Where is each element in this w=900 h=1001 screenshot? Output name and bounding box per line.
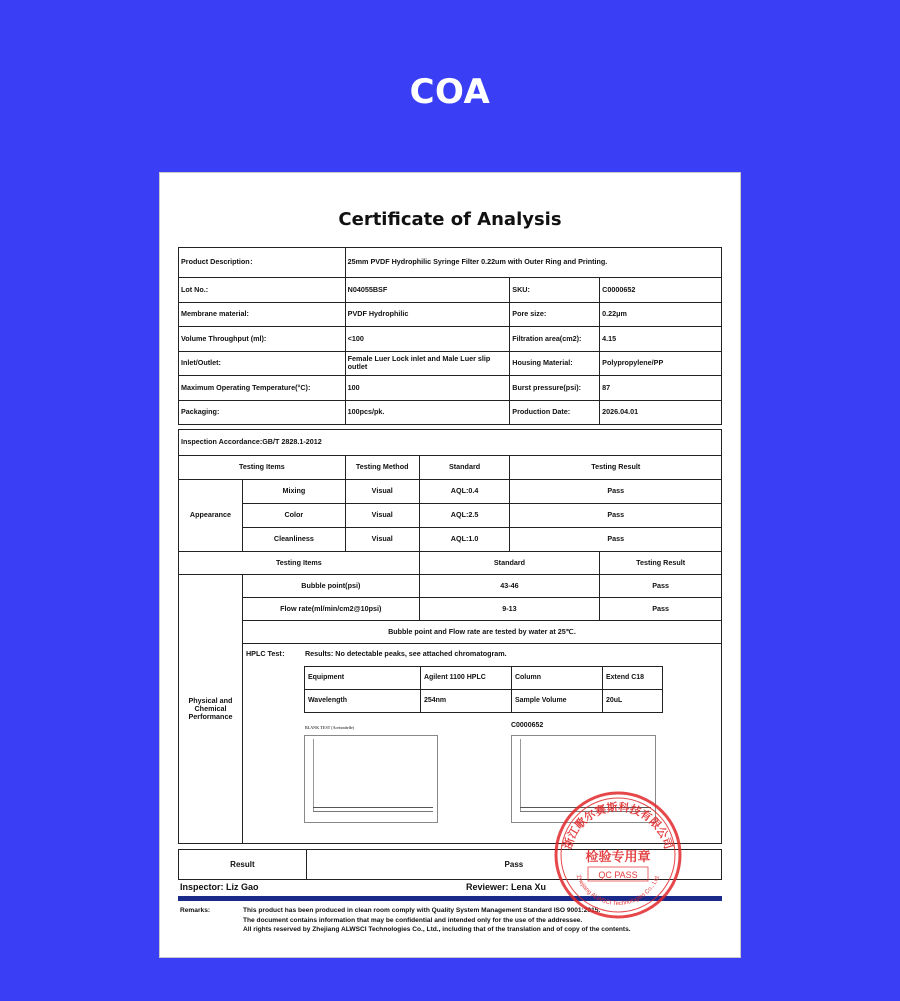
info-label: Production Date: <box>510 400 600 425</box>
info-label: Maximum Operating Temperature(°C): <box>179 376 346 401</box>
water-test-note: Bubble point and Flow rate are tested by water at 25℃. <box>242 621 721 644</box>
test-standard: AQL:1.0 <box>419 528 510 552</box>
stamp-qc-pass: QC PASS <box>598 870 638 880</box>
info-label: Burst pressure(psi): <box>510 376 600 401</box>
hplc-result: Results: No detectable peaks, see attached chromatogram. <box>304 649 507 658</box>
result-value: Pass <box>306 850 721 880</box>
physical-group-label: Physical and Chemical Performance <box>179 575 243 844</box>
inspection-accordance: Inspection Accordance:GB/T 2828.1-2012 <box>179 430 722 456</box>
hplc-conditions-table <box>304 666 663 713</box>
product-description-value: 25mm PVDF Hydrophilic Syringe Filter 0.22um with Outer Ring and Printing. <box>345 248 721 278</box>
info-label: Filtration area(cm2): <box>510 327 600 352</box>
header-standard: Standard <box>419 456 510 480</box>
test-result: Pass <box>510 528 722 552</box>
info-value: Female Luer Lock inlet and Male Luer slip outlet <box>345 351 510 376</box>
column-label: Column <box>511 667 602 690</box>
info-value: 4.15 <box>600 327 722 352</box>
info-value: Polypropylene/PP <box>600 351 722 376</box>
product-description-label: Product Description： <box>179 248 346 278</box>
test-item: Mixing <box>242 480 345 504</box>
info-label: Volume Throughput (ml): <box>179 327 346 352</box>
column-value: Extend C18 <box>602 667 662 690</box>
appearance-group-label: Appearance <box>179 480 243 552</box>
test-result: Pass <box>510 480 722 504</box>
remarks-line: All rights reserved by Zhejiang ALWSCI Technologies Co., Ltd., including that of the translation and of copy of the contents. <box>243 926 631 934</box>
sample-volume-value: 20uL <box>602 690 662 713</box>
info-value: 100 <box>345 376 510 401</box>
info-label: SKU: <box>510 278 600 303</box>
info-value: PVDF Hydrophilic <box>345 302 510 327</box>
info-label: Packaging: <box>179 400 346 425</box>
reviewer-signature: Reviewer: Lena Xu <box>466 882 547 892</box>
wavelength-label: Wavelength <box>304 690 420 713</box>
test-item: Flow rate(ml/min/cm2@10psi) <box>242 598 419 621</box>
info-value: <100 <box>345 327 510 352</box>
inspection-accordance-table <box>178 429 722 456</box>
remarks-label: Remarks: <box>180 907 211 914</box>
stamp-company-name: 浙江歌尔赛斯科技有限公司 <box>561 800 675 851</box>
test-standard: 9-13 <box>419 598 600 621</box>
equipment-label: Equipment <box>304 667 420 690</box>
equipment-value: Agilent 1100 HPLC <box>420 667 511 690</box>
blank-chromatogram-caption: BLANK TEST (Acetonitrile) <box>304 725 355 730</box>
test-result: Pass <box>510 504 722 528</box>
stamp-company-english: Zhejiang ALWSCI Technologies Co., Ltd. <box>574 874 662 908</box>
info-value: C0000652 <box>600 278 722 303</box>
test-method: Visual <box>345 480 419 504</box>
wavelength-value: 254nm <box>420 690 511 713</box>
stamp-center-text: 检验专用章 <box>585 850 651 865</box>
info-label: Pore size: <box>510 302 600 327</box>
hplc-label: HPLC Test： <box>245 649 289 658</box>
chromatogram-x-axis <box>313 811 433 812</box>
test-item: Cleanliness <box>242 528 345 552</box>
header-testing-items: Testing Items <box>179 456 346 480</box>
test-method: Visual <box>345 528 419 552</box>
chromatogram-y-axis <box>520 739 521 812</box>
info-value: 2026.04.01 <box>600 400 722 425</box>
remarks-line: The document contains information that may be confidential and intended only for the use of the addressee. <box>243 916 583 924</box>
info-label: Inlet/Outlet: <box>179 351 346 376</box>
header-standard: Standard <box>419 552 600 575</box>
header-testing-method: Testing Method <box>345 456 419 480</box>
info-label: Housing Material: <box>510 351 600 376</box>
info-label: Lot No.: <box>179 278 346 303</box>
qc-pass-stamp <box>552 789 684 921</box>
chromatogram-y-axis <box>313 739 314 812</box>
product-info-table <box>178 247 722 425</box>
sample-volume-label: Sample Volume <box>511 690 602 713</box>
page-heading: COA <box>409 72 491 112</box>
test-method: Visual <box>345 504 419 528</box>
sample-chromatogram-caption: C0000652 <box>510 722 544 729</box>
test-item: Color <box>242 504 345 528</box>
coa-document <box>159 172 741 958</box>
test-standard: 43-46 <box>419 575 600 598</box>
header-testing-items: Testing Items <box>179 552 420 575</box>
header-testing-result: Testing Result <box>510 456 722 480</box>
test-result: Pass <box>600 575 722 598</box>
appearance-test-table <box>178 455 722 552</box>
test-result: Pass <box>600 598 722 621</box>
remarks-line: This product has been produced in clean room comply with Quality System Management Standard ISO 9001:2015. <box>243 907 601 914</box>
info-label: Membrane material: <box>179 302 346 327</box>
test-standard: AQL:2.5 <box>419 504 510 528</box>
blank-chromatogram <box>304 735 438 823</box>
info-value: 100pcs/pk. <box>345 400 510 425</box>
chromatogram-baseline <box>313 807 433 808</box>
test-standard: AQL:0.4 <box>419 480 510 504</box>
info-value: 87 <box>600 376 722 401</box>
result-label: Result <box>179 850 307 880</box>
info-value: 0.22μm <box>600 302 722 327</box>
test-item: Bubble point(psi) <box>242 575 419 598</box>
info-value: N04055BSF <box>345 278 510 303</box>
document-title: Certificate of Analysis <box>338 209 562 230</box>
inspector-signature: Inspector: Liz Gao <box>180 882 259 892</box>
header-testing-result: Testing Result <box>600 552 722 575</box>
